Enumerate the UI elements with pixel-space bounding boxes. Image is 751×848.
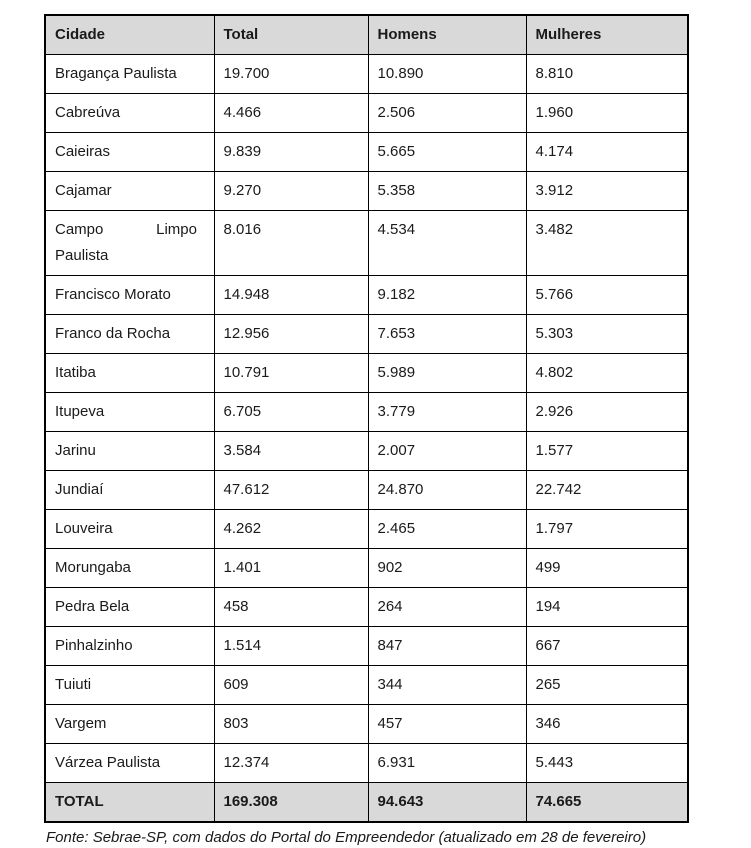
city-name: Itupeva — [55, 403, 105, 420]
city-name-cell — [45, 666, 214, 705]
table-row — [45, 354, 688, 393]
city-name-cell — [45, 276, 214, 315]
value-cell: 7.653 — [368, 315, 526, 354]
city-name: Tuiuti — [55, 676, 92, 693]
city-name: Caieiras — [55, 143, 111, 160]
table-row — [45, 172, 688, 211]
city-name: Louveira — [55, 520, 113, 537]
value-cell: 14.948 — [214, 276, 368, 315]
city-name: Várzea Paulista — [55, 754, 161, 771]
city-name: Pinhalzinho — [55, 637, 133, 654]
value-cell: 346 — [526, 705, 688, 744]
city-name: Jarinu — [55, 442, 96, 459]
value-cell: 10.791 — [214, 354, 368, 393]
value-cell: 5.766 — [526, 276, 688, 315]
city-name-cell — [45, 744, 214, 783]
header-row — [45, 15, 688, 55]
value-cell: 2.926 — [526, 393, 688, 432]
value-cell: 5.665 — [368, 133, 526, 172]
value-cell: 609 — [214, 666, 368, 705]
value-cell: 847 — [368, 627, 526, 666]
table-row — [45, 133, 688, 172]
city-name: Bragança Paulista — [55, 65, 177, 82]
city-name-cell — [45, 705, 214, 744]
total-value-cell: 169.308 — [214, 783, 368, 823]
value-cell: 1.514 — [214, 627, 368, 666]
value-cell: 19.700 — [214, 55, 368, 94]
header-cell-cidade: Cidade — [45, 15, 214, 55]
value-cell: 344 — [368, 666, 526, 705]
city-name: Franco da Rocha — [55, 325, 171, 342]
value-cell: 1.401 — [214, 549, 368, 588]
table-row — [45, 744, 688, 783]
value-cell: 1.960 — [526, 94, 688, 133]
header-cell-mulheres: Mulheres — [526, 15, 688, 55]
city-name-cell — [45, 471, 214, 510]
city-name-cell — [45, 510, 214, 549]
value-cell: 499 — [526, 549, 688, 588]
value-cell: 5.443 — [526, 744, 688, 783]
city-name: Campo Limpo Paulista — [55, 221, 197, 264]
value-cell: 10.890 — [368, 55, 526, 94]
city-name: Cajamar — [55, 182, 112, 199]
table-row — [45, 666, 688, 705]
total-row — [45, 783, 688, 823]
table-row — [45, 588, 688, 627]
value-cell: 4.174 — [526, 133, 688, 172]
total-value-cell: 94.643 — [368, 783, 526, 823]
value-cell: 1.797 — [526, 510, 688, 549]
city-name-cell — [45, 393, 214, 432]
value-cell: 3.482 — [526, 211, 688, 276]
table-row — [45, 627, 688, 666]
value-cell: 6.931 — [368, 744, 526, 783]
table-row — [45, 211, 688, 276]
value-cell: 3.779 — [368, 393, 526, 432]
table-body — [45, 55, 688, 783]
table-row — [45, 705, 688, 744]
city-name-cell — [45, 354, 214, 393]
value-cell: 4.802 — [526, 354, 688, 393]
city-name: Itatiba — [55, 364, 96, 381]
city-name-cell — [45, 172, 214, 211]
table-row — [45, 393, 688, 432]
value-cell: 12.374 — [214, 744, 368, 783]
value-cell: 264 — [368, 588, 526, 627]
value-cell: 47.612 — [214, 471, 368, 510]
value-cell: 8.016 — [214, 211, 368, 276]
table-row — [45, 276, 688, 315]
table-header — [45, 15, 688, 55]
total-label-cell: TOTAL — [45, 783, 214, 823]
value-cell: 24.870 — [368, 471, 526, 510]
value-cell: 12.956 — [214, 315, 368, 354]
city-name-cell — [45, 133, 214, 172]
value-cell: 5.303 — [526, 315, 688, 354]
table-row — [45, 510, 688, 549]
city-name: Jundiaí — [55, 481, 104, 498]
value-cell: 2.465 — [368, 510, 526, 549]
city-name-cell — [45, 432, 214, 471]
value-cell: 4.466 — [214, 94, 368, 133]
value-cell: 2.506 — [368, 94, 526, 133]
table-footer — [45, 783, 688, 823]
value-cell: 194 — [526, 588, 688, 627]
city-name-cell — [45, 549, 214, 588]
value-cell: 458 — [214, 588, 368, 627]
city-name-cell — [45, 627, 214, 666]
value-cell: 803 — [214, 705, 368, 744]
city-name-cell — [45, 55, 214, 94]
city-name: Cabreúva — [55, 104, 121, 121]
table-row — [45, 549, 688, 588]
header-cell-homens: Homens — [368, 15, 526, 55]
table-row — [45, 55, 688, 94]
city-name: Vargem — [55, 715, 107, 732]
table-row — [45, 315, 688, 354]
total-value-cell: 74.665 — [526, 783, 688, 823]
table-row — [45, 94, 688, 133]
value-cell: 9.182 — [368, 276, 526, 315]
value-cell: 2.007 — [368, 432, 526, 471]
value-cell: 22.742 — [526, 471, 688, 510]
value-cell: 902 — [368, 549, 526, 588]
city-gender-table — [44, 14, 689, 823]
table-row — [45, 471, 688, 510]
value-cell: 9.270 — [214, 172, 368, 211]
value-cell: 1.577 — [526, 432, 688, 471]
city-name-cell — [45, 588, 214, 627]
value-cell: 3.584 — [214, 432, 368, 471]
city-name: Morungaba — [55, 559, 131, 576]
value-cell: 4.262 — [214, 510, 368, 549]
city-name-cell — [45, 94, 214, 133]
value-cell: 5.358 — [368, 172, 526, 211]
value-cell: 4.534 — [368, 211, 526, 276]
value-cell: 667 — [526, 627, 688, 666]
value-cell: 5.989 — [368, 354, 526, 393]
value-cell: 8.810 — [526, 55, 688, 94]
value-cell: 457 — [368, 705, 526, 744]
value-cell: 6.705 — [214, 393, 368, 432]
value-cell: 3.912 — [526, 172, 688, 211]
source-note: Fonte: Sebrae-SP, com dados do Portal do Empreendedor (atualizado em 28 de fevereiro) — [46, 829, 647, 846]
header-cell-total: Total — [214, 15, 368, 55]
city-name-cell — [45, 211, 214, 276]
city-name: Pedra Bela — [55, 598, 130, 615]
table-row — [45, 432, 688, 471]
city-name: Francisco Morato — [55, 286, 171, 303]
value-cell: 9.839 — [214, 133, 368, 172]
value-cell: 265 — [526, 666, 688, 705]
city-name-cell — [45, 315, 214, 354]
